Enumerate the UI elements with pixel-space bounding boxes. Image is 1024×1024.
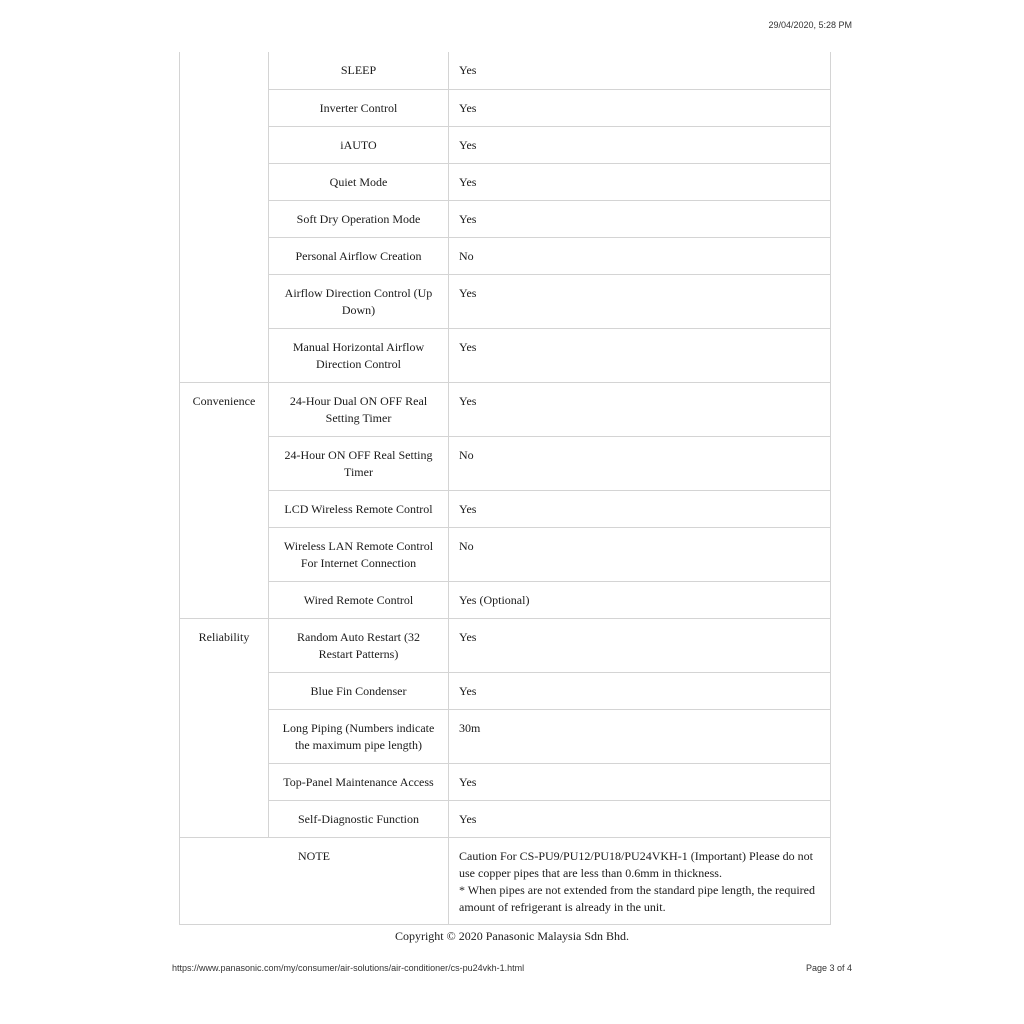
table-row bbox=[180, 382, 831, 436]
value-cell: Yes bbox=[449, 618, 831, 672]
table-row bbox=[180, 672, 831, 709]
note-label: NOTE bbox=[180, 837, 449, 924]
value-cell: No bbox=[449, 436, 831, 490]
feature-cell: Self-Diagnostic Function bbox=[269, 800, 449, 837]
feature-cell: Quiet Mode bbox=[269, 163, 449, 200]
feature-cell: Soft Dry Operation Mode bbox=[269, 200, 449, 237]
feature-cell: Wired Remote Control bbox=[269, 581, 449, 618]
value-cell: Yes bbox=[449, 490, 831, 527]
print-header-datetime: 29/04/2020, 5:28 PM bbox=[768, 20, 852, 30]
feature-cell: Airflow Direction Control (Up Down) bbox=[269, 274, 449, 328]
value-cell: Yes bbox=[449, 672, 831, 709]
note-text bbox=[449, 837, 831, 924]
table-row bbox=[180, 328, 831, 382]
note-row bbox=[180, 837, 831, 924]
feature-cell: iAUTO bbox=[269, 126, 449, 163]
table-row bbox=[180, 274, 831, 328]
feature-cell: Manual Horizontal Airflow Direction Control bbox=[269, 328, 449, 382]
value-cell: Yes bbox=[449, 126, 831, 163]
category-cell: Reliability bbox=[180, 618, 269, 837]
print-footer-page-number: Page 3 of 4 bbox=[805, 963, 852, 973]
note-line-2: * When pipes are not extended from the standard pipe length, the required amount of refrigerant is already in the unit. bbox=[459, 882, 815, 914]
table-row bbox=[180, 490, 831, 527]
feature-cell: Top-Panel Maintenance Access bbox=[269, 763, 449, 800]
feature-cell: SLEEP bbox=[269, 52, 449, 89]
value-cell: Yes bbox=[449, 89, 831, 126]
feature-cell: Random Auto Restart (32 Restart Patterns) bbox=[269, 618, 449, 672]
table-row bbox=[180, 126, 831, 163]
table-row bbox=[180, 237, 831, 274]
note-line-1: Caution For CS-PU9/PU12/PU18/PU24VKH-1 (Important) Please do not use copper pipes that are less than 0.6mm in thickness. bbox=[459, 848, 813, 880]
value-cell: Yes bbox=[449, 52, 831, 89]
feature-cell: LCD Wireless Remote Control bbox=[269, 490, 449, 527]
table-row bbox=[180, 52, 831, 89]
table-row bbox=[180, 527, 831, 581]
feature-cell: 24-Hour Dual ON OFF Real Setting Timer bbox=[269, 382, 449, 436]
table-row bbox=[180, 436, 831, 490]
table-row bbox=[180, 709, 831, 763]
copyright-text: Copyright © 2020 Panasonic Malaysia Sdn Bhd. bbox=[394, 929, 630, 943]
table-row bbox=[180, 763, 831, 800]
category-cell: Convenience bbox=[180, 382, 269, 618]
feature-cell: Inverter Control bbox=[269, 89, 449, 126]
value-cell: Yes bbox=[449, 763, 831, 800]
value-cell: No bbox=[449, 527, 831, 581]
specifications-table bbox=[179, 52, 831, 925]
value-cell: Yes (Optional) bbox=[449, 581, 831, 618]
value-cell: Yes bbox=[449, 200, 831, 237]
table-row bbox=[180, 200, 831, 237]
feature-cell: Blue Fin Condenser bbox=[269, 672, 449, 709]
value-cell: Yes bbox=[449, 163, 831, 200]
table-row bbox=[180, 800, 831, 837]
table-row bbox=[180, 163, 831, 200]
category-cell-empty bbox=[180, 52, 269, 382]
feature-cell: 24-Hour ON OFF Real Setting Timer bbox=[269, 436, 449, 490]
table-row bbox=[180, 618, 831, 672]
feature-cell: Wireless LAN Remote Control For Internet Connection bbox=[269, 527, 449, 581]
value-cell: Yes bbox=[449, 274, 831, 328]
value-cell: 30m bbox=[449, 709, 831, 763]
value-cell: Yes bbox=[449, 800, 831, 837]
feature-cell: Long Piping (Numbers indicate the maximum pipe length) bbox=[269, 709, 449, 763]
value-cell: No bbox=[449, 237, 831, 274]
feature-cell: Personal Airflow Creation bbox=[269, 237, 449, 274]
value-cell: Yes bbox=[449, 328, 831, 382]
value-cell: Yes bbox=[449, 382, 831, 436]
print-footer-url: https://www.panasonic.com/my/consumer/air-solutions/air-conditioner/cs-pu24vkh-1.html bbox=[172, 963, 525, 973]
table-row bbox=[180, 581, 831, 618]
table-row bbox=[180, 89, 831, 126]
